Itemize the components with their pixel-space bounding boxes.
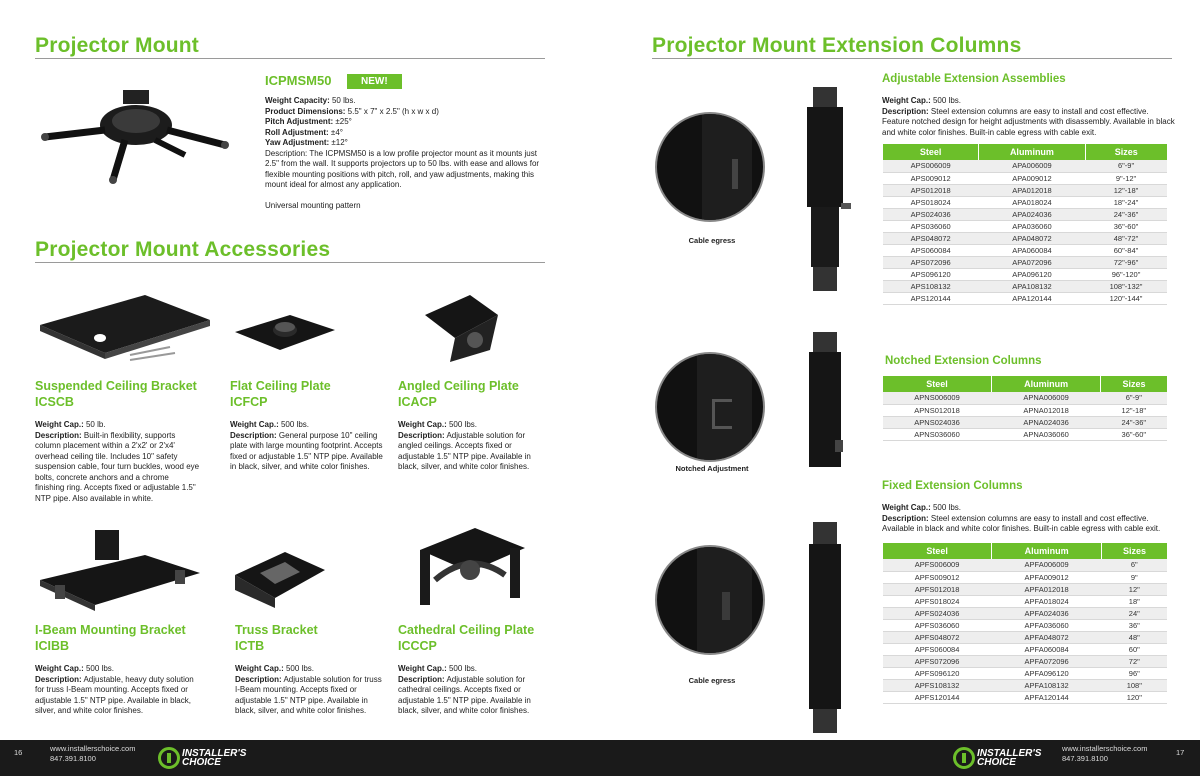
table-row — [883, 631, 1168, 643]
notched-detail-image — [655, 352, 765, 462]
spec-dimensions: Product Dimensions: 5.5" x 7" x 2.5" (h x w x d) — [265, 106, 439, 116]
column-header: Sizes — [1102, 543, 1167, 559]
table-row — [883, 208, 1168, 220]
table-cell: APA024036 — [979, 208, 1085, 220]
spec-yaw: Yaw Adjustment: ±12° — [265, 138, 348, 147]
table-row — [883, 667, 1168, 679]
table-cell: APFS108132 — [883, 679, 992, 691]
table-cell: APS009012 — [883, 172, 979, 184]
table-cell: APS012018 — [883, 184, 979, 196]
table-cell: 108" — [1102, 679, 1167, 691]
table-cell: 108"-132" — [1085, 280, 1167, 292]
table-cell: APS024036 — [883, 208, 979, 220]
table-cell: 120"-144" — [1085, 292, 1167, 304]
notched-column-image — [795, 330, 855, 470]
column-header: Sizes — [1101, 376, 1167, 392]
heading-rule — [35, 262, 545, 263]
table-row — [883, 256, 1168, 268]
table-cell: APNS024036 — [883, 416, 992, 428]
table-row — [883, 607, 1168, 619]
accessory-title-icccp: Cathedral Ceiling Plate ICCCP — [398, 623, 535, 653]
table-cell: APNA012018 — [992, 404, 1101, 416]
table-cell: APFS036060 — [883, 619, 992, 631]
table-cell: 36"-60" — [1101, 428, 1167, 440]
mount-specs — [265, 96, 550, 211]
table-cell: APFA009012 — [992, 571, 1102, 583]
heading-rule — [35, 58, 545, 59]
table-cell: APNA024036 — [992, 416, 1101, 428]
footer-phone: 847.391.8100 — [1062, 754, 1108, 763]
table-cell: APFS048072 — [883, 631, 992, 643]
accessory-desc-icibb: Weight Cap.: 500 lbs. Description: Adjustable, heavy duty solution for truss I-Beam mounting. Accepts fixed or adjustable 1.5" NTP pipe. Available in black, silver, and white color finishes. — [35, 664, 194, 715]
table-row — [883, 559, 1168, 571]
page-number-left: 16 — [14, 748, 23, 757]
table-cell: APA072096 — [979, 256, 1085, 268]
table-cell: APFA048072 — [992, 631, 1102, 643]
table-row — [883, 172, 1168, 184]
table-row — [883, 280, 1168, 292]
table-cell: 6"-9" — [1085, 160, 1167, 172]
logo-mark-icon — [158, 747, 180, 769]
table-cell: APA012018 — [979, 184, 1085, 196]
table-row — [883, 184, 1168, 196]
table-cell: 72"-96" — [1085, 256, 1167, 268]
table-cell: APA120144 — [979, 292, 1085, 304]
fixed-spec-table — [882, 543, 1167, 704]
table-header-row — [883, 543, 1168, 559]
extension-columns-heading: Projector Mount Extension Columns — [652, 34, 1022, 57]
table-cell: APA096120 — [979, 268, 1085, 280]
table-cell: 12"-18" — [1101, 404, 1167, 416]
spec-pitch: Pitch Adjustment: ±25° — [265, 117, 352, 126]
column-header: Steel — [883, 144, 979, 160]
projector-mount-heading: Projector Mount — [35, 34, 199, 57]
table-cell: APNS006009 — [883, 392, 992, 404]
spec-roll: Roll Adjustment: ±4° — [265, 127, 343, 137]
table-cell: APFA060084 — [992, 643, 1102, 655]
table-cell: APFA120144 — [992, 691, 1102, 703]
column-header: Sizes — [1085, 144, 1167, 160]
table-row — [883, 220, 1168, 232]
heading-rule — [652, 58, 1172, 59]
table-header-row — [883, 376, 1168, 392]
table-row — [883, 428, 1168, 440]
table-cell: APFA006009 — [992, 559, 1102, 571]
table-cell: APS036060 — [883, 220, 979, 232]
footer-url[interactable]: www.installerschoice.com — [50, 744, 136, 753]
table-cell: APS096120 — [883, 268, 979, 280]
accessory-desc-icfcp: Weight Cap.: 500 lbs. Description: General purpose 10" ceiling plate with large mounting footprint. Accepts fixed or adjustable 1.5" NTP pipe. Available in black, silver, and white color finishes. — [230, 420, 383, 471]
table-cell: APFA108132 — [992, 679, 1102, 691]
spec-weight: Weight Capacity: 50 lbs. — [265, 96, 356, 105]
table-cell: 72" — [1102, 655, 1167, 667]
adjustable-title: Adjustable Extension Assemblies — [882, 73, 1066, 85]
table-cell: APFS120144 — [883, 691, 992, 703]
installers-choice-logo: INSTALLER'S CHOICE — [158, 744, 246, 772]
table-cell: APNA006009 — [992, 392, 1101, 404]
table-cell: APS072096 — [883, 256, 979, 268]
table-row — [883, 643, 1168, 655]
ibeam-bracket-image — [35, 525, 205, 615]
table-cell: 96"-120" — [1085, 268, 1167, 280]
column-header: Aluminum — [992, 376, 1101, 392]
cable-egress-detail-image — [655, 112, 765, 222]
table-cell: 9"-12" — [1085, 172, 1167, 184]
accessory-title-icacp: Angled Ceiling Plate ICACP — [398, 379, 519, 409]
table-row — [883, 160, 1168, 172]
table-cell: 36" — [1102, 619, 1167, 631]
table-cell: APS108132 — [883, 280, 979, 292]
table-cell: 60" — [1102, 643, 1167, 655]
accessory-desc-icccp: Weight Cap.: 500 lbs. Description: Adjustable solution for cathedral ceilings. Accepts fixed or adjustable 1.5" NTP pipe. Available in black, silver, and white color finishes. — [398, 664, 531, 715]
table-cell: 18"-24" — [1085, 196, 1167, 208]
table-row — [883, 679, 1168, 691]
table-cell: APFS012018 — [883, 583, 992, 595]
table-cell: APFS072096 — [883, 655, 992, 667]
adjustable-caption: Cable egress — [688, 236, 736, 245]
table-cell: 60"-84" — [1085, 244, 1167, 256]
table-cell: APFS018024 — [883, 595, 992, 607]
mount-model: ICPMSM50 — [265, 73, 332, 88]
table-cell: APA036060 — [979, 220, 1085, 232]
table-cell: APS060084 — [883, 244, 979, 256]
column-header: Steel — [883, 376, 992, 392]
table-row — [883, 619, 1168, 631]
table-cell: 24"-36" — [1101, 416, 1167, 428]
table-cell: APS048072 — [883, 232, 979, 244]
table-row — [883, 232, 1168, 244]
table-cell: APA009012 — [979, 172, 1085, 184]
table-cell: 24" — [1102, 607, 1167, 619]
column-header: Aluminum — [992, 543, 1102, 559]
table-cell: 9" — [1102, 571, 1167, 583]
table-row — [883, 268, 1168, 280]
footer-url[interactable]: www.installerschoice.com — [1062, 744, 1148, 753]
new-badge: NEW! — [347, 74, 402, 89]
table-cell: APFS006009 — [883, 559, 992, 571]
fixed-caption: Cable egress — [688, 676, 736, 685]
table-row — [883, 691, 1168, 703]
footer-bar — [0, 740, 1200, 776]
fixed-cable-egress-detail-image — [655, 545, 765, 655]
table-cell: 6" — [1102, 559, 1167, 571]
accessories-heading: Projector Mount Accessories — [35, 238, 331, 261]
accessory-title-icibb: I-Beam Mounting Bracket ICIBB — [35, 623, 186, 653]
column-header: Aluminum — [979, 144, 1085, 160]
accessory-desc-icacp: Weight Cap.: 500 lbs. Description: Adjustable solution for angled ceilings. Accepts fixed or adjustable 1.5" NTP pipe. Available in black, silver, and white color finishes. — [398, 420, 531, 471]
table-cell: APFS024036 — [883, 607, 992, 619]
adjustable-desc: Weight Cap.: 500 lbs. Description: Steel extension columns are easy to install and cost effective. Feature notched design for height adjustments with disassembly. Available in black and white color finishes. Built-in cable egress with cable exit. — [882, 96, 1175, 137]
footer-contact-left — [50, 744, 135, 764]
adjustable-column-image — [795, 85, 855, 315]
accessory-desc-ictb: Weight Cap.: 500 lbs. Description: Adjustable solution for truss I-Beam mounting. Accepts fixed or adjustable 1.5" NTP pipe. Available in black, silver, and white color finishes. — [235, 664, 382, 715]
footer-contact-right — [1062, 744, 1147, 764]
adjustable-spec-table — [882, 144, 1167, 305]
table-cell: APFA096120 — [992, 667, 1102, 679]
table-row — [883, 196, 1168, 208]
notched-spec-table — [882, 376, 1167, 441]
table-cell: APS006009 — [883, 160, 979, 172]
accessory-title-icfcp: Flat Ceiling Plate ICFCP — [230, 379, 331, 409]
table-cell: APS120144 — [883, 292, 979, 304]
table-cell: APA060084 — [979, 244, 1085, 256]
accessory-title-icscb: Suspended Ceiling Bracket ICSCB — [35, 379, 197, 409]
page-number-right: 17 — [1176, 748, 1185, 757]
table-cell: APFS009012 — [883, 571, 992, 583]
table-cell: 48" — [1102, 631, 1167, 643]
table-cell: APFA036060 — [992, 619, 1102, 631]
notched-caption: Notched Adjustment — [675, 464, 749, 473]
table-cell: APA108132 — [979, 280, 1085, 292]
table-cell: APFA072096 — [992, 655, 1102, 667]
accessory-desc-icscb: Weight Cap.: 50 lb. Description: Built-in flexibility, supports column placement within a 2'x2' or 2'x4' overhead ceiling tile. Includes 10" safety suspension cable, four turn buckles, wood eye bolts, concrete anchors and a chrome finishing ring. Accepts fixed or adjustable 1.5" NTP pipe. Also available in white. — [35, 420, 200, 503]
table-cell: 24"-36" — [1085, 208, 1167, 220]
table-cell: APA006009 — [979, 160, 1085, 172]
table-cell: APFS060084 — [883, 643, 992, 655]
footer-phone: 847.391.8100 — [50, 754, 96, 763]
table-cell: APFA024036 — [992, 607, 1102, 619]
mount-note: Universal mounting pattern — [265, 200, 361, 210]
projector-mount-image — [35, 85, 235, 190]
table-row — [883, 404, 1168, 416]
angled-ceiling-plate-image — [420, 290, 500, 365]
table-cell: 12"-18" — [1085, 184, 1167, 196]
logo-mark-icon — [953, 747, 975, 769]
table-cell: APA018024 — [979, 196, 1085, 208]
table-row — [883, 244, 1168, 256]
table-row — [883, 416, 1168, 428]
table-row — [883, 392, 1168, 404]
table-row — [883, 571, 1168, 583]
fixed-desc: Weight Cap.: 500 lbs. Description: Steel extension columns are easy to install and cost effective. Available in black and white color finishes. Built-in cable egress with cable exit. — [882, 503, 1161, 533]
table-row — [883, 655, 1168, 667]
fixed-column-image — [795, 520, 855, 738]
table-cell: 96" — [1102, 667, 1167, 679]
table-cell: 6"-9" — [1101, 392, 1167, 404]
table-header-row — [883, 144, 1168, 160]
table-cell: 36"-60" — [1085, 220, 1167, 232]
fixed-title: Fixed Extension Columns — [882, 480, 1023, 492]
table-row — [883, 583, 1168, 595]
table-cell: APNA036060 — [992, 428, 1101, 440]
table-cell: 48"-72" — [1085, 232, 1167, 244]
table-cell: 18" — [1102, 595, 1167, 607]
truss-bracket-image — [230, 540, 330, 610]
table-cell: APNS012018 — [883, 404, 992, 416]
table-cell: APS018024 — [883, 196, 979, 208]
mount-description: Description: The ICPMSM50 is a low profile projector mount as it mounts just 2.5" from the wall. It supports projectors up to 50 lbs. with ease and allows for flexible mounting positions with pitch, roll, and yaw adjustments, making this mount ideal for almost any application. — [265, 148, 540, 189]
table-cell: APFA018024 — [992, 595, 1102, 607]
table-cell: APA048072 — [979, 232, 1085, 244]
table-cell: APFA012018 — [992, 583, 1102, 595]
suspended-ceiling-bracket-image — [35, 285, 215, 365]
table-row — [883, 292, 1168, 304]
cathedral-ceiling-plate-image — [410, 520, 530, 615]
flat-ceiling-plate-image — [230, 310, 340, 360]
table-cell: 12" — [1102, 583, 1167, 595]
table-row — [883, 595, 1168, 607]
notched-title: Notched Extension Columns — [885, 355, 1042, 367]
table-cell: APNS036060 — [883, 428, 992, 440]
accessory-title-ictb: Truss Bracket ICTB — [235, 623, 318, 653]
table-cell: 120" — [1102, 691, 1167, 703]
installers-choice-logo: INSTALLER'S CHOICE — [953, 744, 1041, 772]
column-header: Steel — [883, 543, 992, 559]
table-cell: APFS096120 — [883, 667, 992, 679]
